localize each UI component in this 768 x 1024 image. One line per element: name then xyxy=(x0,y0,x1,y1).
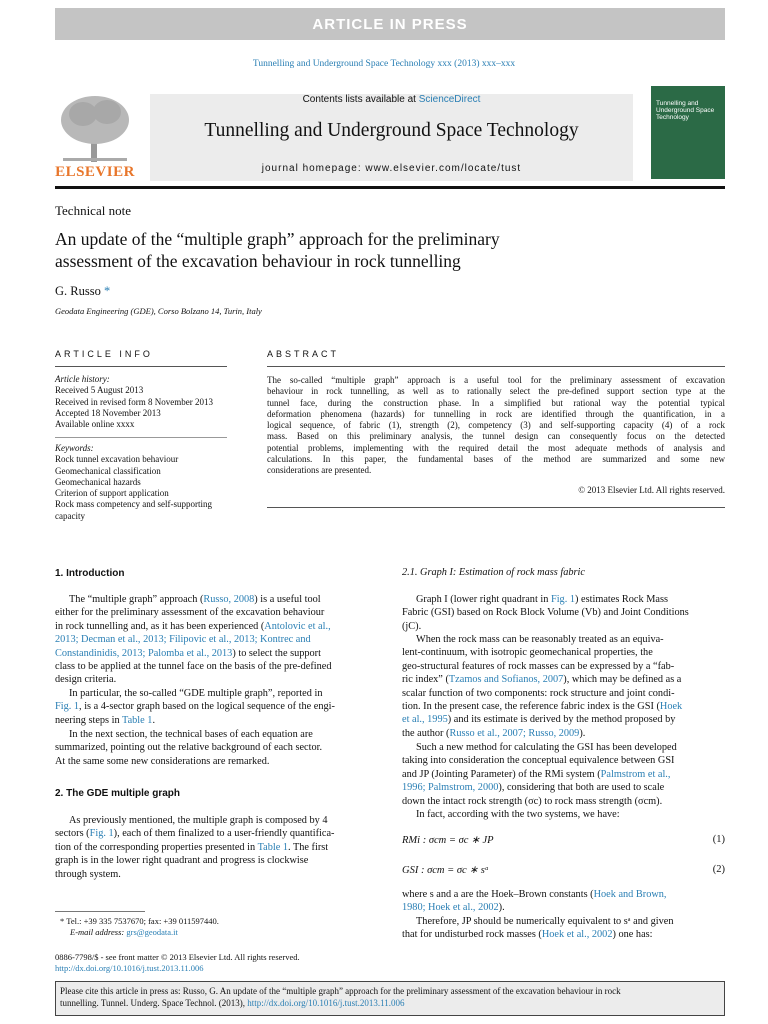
copyright: © 2013 Elsevier Ltd. All rights reserved. xyxy=(578,485,725,495)
graph1-paragraph-4: where s and a are the Hoek–Brown constants (Hoek and Brown, 1980; Hoek et al., 2002). Therefore, JP should be numerically equivalent to sᵃ and given that for undisturbed rock masses (Hoek et al., 2002) one has: xyxy=(402,889,674,941)
citation-doi-link[interactable]: http://dx.doi.org/10.1016/j.tust.2013.11.006 xyxy=(247,998,405,1008)
affiliation: Geodata Engineering (GDE), Corso Bolzano 14, Turin, Italy xyxy=(55,306,262,316)
abstract-body: The so-called “multiple graph” approach is a useful tool for the preliminary assessment of excavation behaviour in rock tunnelling, as well as to rationally select the pre-defined support section type at the tunnel face, during the construction phase. In a simplified but rational way the potential typical deformation phenomena (hazards) for tunnelling in rock are identified through the quantification, in a logical sequence, of fabric (1), strength (2), competency (3) and self-supporting capacity (4) of a rock mass. Based on this preliminary analysis, the tunnel design can consequently focus on the detected potential problems, implementing with the required detail the most adequate methods of analysis and calculations. In this paper, the fundamental bases of the method are summarized and some new xyxy=(267,375,725,465)
article-type: Technical note xyxy=(55,203,131,218)
gde-paragraph: As previously mentioned, the multiple graph is composed by 4 sectors (Fig. 1), each of them finalized to a user-friendly quantifica- tion of the corresponding properties presented in Table 1. The first graph is in the lower right quadrant and progress is clockwise through system. xyxy=(55,815,335,880)
author: G. Russo * xyxy=(55,284,111,298)
footnote-rule xyxy=(55,911,145,912)
keywords-rule xyxy=(55,437,227,438)
journal-homepage[interactable]: journal homepage: www.elsevier.com/locate/tust xyxy=(261,163,522,174)
header-rule xyxy=(55,186,725,189)
equation-1-number: (1) xyxy=(712,834,725,845)
citation-text: Please cite this article in press as: Russo, G. An update of the “multiple graph” approach for the preliminary assessment of the excavation behaviour in rock tunnelling. Tunnel. Underg. Space Technol. (2013), http://dx.doi.org/10.1016/j.tust.2013.11.006 xyxy=(60,986,621,1008)
abstract-rule xyxy=(267,366,725,367)
ref-constandinidis-palomba[interactable]: Constandinidis, 2013; Palomba et al., 2013 xyxy=(55,647,233,659)
intro-paragraph-3: In the next section, the technical bases of each equation are summarized, pointing out the relative background of each sector. At the same some new considerations are remarked. xyxy=(55,729,323,767)
article-info-heading: ARTICLE INFO xyxy=(55,349,153,359)
intro-paragraph-1: The “multiple graph” approach (Russo, 2008) is a useful tool either for the preliminary assessment of the excavation behaviour in rock tunnelling and, as it has been experienced (Antolovic et al., 2013; Decman et al., 2013; Filipovic et al., 2013; Kontrec and Constandinidis, 2013; Palomba et al., 2013) to select the support class to be applied at the tunnel face on the basis of the pre-defined design criteria. xyxy=(55,594,332,686)
fig1-link[interactable]: Fig. 1 xyxy=(55,701,80,713)
section-introduction-heading: 1. Introduction xyxy=(55,568,125,579)
fig1-link-3[interactable]: Fig. 1 xyxy=(550,594,576,605)
doi-link[interactable]: http://dx.doi.org/10.1016/j.tust.2013.11.006 xyxy=(55,963,204,974)
ref-hoek-2002[interactable]: 1980; Hoek et al., 2002 xyxy=(402,902,499,914)
article-info-rule xyxy=(55,366,227,367)
article-history: Article history: Received 5 August 2013 Received in revised form 8 November 2013 Accepted 18 November 2013 Available online xxxx xyxy=(55,374,213,430)
author-footnote-mark[interactable]: * xyxy=(103,284,111,298)
fig1-link-2[interactable]: Fig. 1 xyxy=(89,828,114,840)
journal-title: Tunnelling and Underground Space Technology xyxy=(204,120,579,141)
equation-2-number: (2) xyxy=(712,864,725,875)
graph1-paragraph-1: Graph I (lower right quadrant in Fig. 1) estimates Rock Mass Fabric (GSI) based on Rock Block Volume (Vb) and Joint Conditions (jC). xyxy=(402,594,689,632)
ref-antolovic[interactable]: Antolovic et al., xyxy=(264,620,331,632)
publisher-name: ELSEVIER xyxy=(55,164,135,180)
ref-hoek-brown-1980[interactable]: Hoek and Brown, xyxy=(593,889,667,900)
ref-hoek-2002-b[interactable]: Hoek et al., 2002 xyxy=(541,929,613,941)
ref-hoek-1995a[interactable]: Hoek xyxy=(659,701,683,713)
abstract-heading: ABSTRACT xyxy=(267,349,340,359)
table1-link-2[interactable]: Table 1 xyxy=(257,841,289,853)
abstract-last-line: considerations are presented. xyxy=(267,465,372,475)
ref-hoek-1995b[interactable]: et al., 1995 xyxy=(402,714,448,726)
keywords: Keywords: Rock tunnel excavation behaviour Geomechanical classification Geomechanical hazards Criterion of support application Rock mass competency and self-supporting capacity xyxy=(55,443,212,521)
graph1-paragraph-3: Such a new method for calculating the GSI has been developed taking into consideration the conceptual equivalence between GSI and JP (Jointing Parameter) of the RMi system (Palmstrom et al., 1996; Palmstrom, 2000), considering that both are used to scale down the intact rock strength (σc) to rock mass strength (σcm). In fact, according with the two systems, we have: xyxy=(402,742,677,821)
ref-russo-2007-2009[interactable]: Russo et al., 2007; Russo, 2009 xyxy=(449,727,580,739)
ref-tzamos[interactable]: Tzamos and Sofianos, 2007 xyxy=(448,674,564,686)
abstract-bottom-rule xyxy=(267,507,725,508)
ref-palmstrom-1996[interactable]: Palmstrom et al., xyxy=(600,768,671,780)
footnote: * Tel.: +39 335 7537670; fax: +39 011597440. E-mail address: grs@geodata.it xyxy=(60,916,219,938)
article-in-press-banner: ARTICLE IN PRESS xyxy=(55,8,725,40)
section-gde-heading: 2. The GDE multiple graph xyxy=(55,788,181,799)
cover-title: Tunnelling and Underground Space Technology xyxy=(656,100,715,121)
graph1-paragraph-2: When the rock mass can be reasonably treated as an equiva- lent-continuum, with isotropic geomechanical properties, the geo-structural features of rock masses can be expressed by a “fab- ric index” (Tzamos and Sofianos, 2007), which may be defined as a scalar function of two components: rock structure and joint condi- tion. In the present case, the reference fabric index is the GSI (Hoek et al., 1995) and its estimate is derived by the method proposed by the author (Russo et al., 2007; Russo, 2009). xyxy=(402,634,683,739)
table1-link[interactable]: Table 1 xyxy=(122,714,153,726)
author-email-link[interactable]: grs@geodata.it xyxy=(126,927,178,938)
journal-reference[interactable]: Tunnelling and Underground Space Technology xxx (2013) xxx–xxx xyxy=(252,59,516,69)
ref-russo-2008[interactable]: Russo, 2008 xyxy=(203,594,255,605)
ref-palmstrom-2000[interactable]: 1996; Palmstrom, 2000 xyxy=(402,782,499,794)
ref-decman-filipovic-kontrec[interactable]: 2013; Decman et al., 2013; Filipovic et al., 2013; Kontrec and xyxy=(55,634,311,646)
intro-paragraph-2: In particular, the so-called “GDE multiple graph”, reported in Fig. 1, is a 4-sector graph based on the logical sequence of the engi- neering steps in Table 1. xyxy=(55,688,335,726)
article-title: An update of the “multiple graph” approach for the preliminary assessment of the excavation behaviour in rock tunnelling xyxy=(55,229,500,271)
equation-1: RMi : σcm = σc ∗ JP xyxy=(402,835,494,846)
contents-line: Contents lists available at ScienceDirect xyxy=(302,94,481,105)
sciencedirect-link[interactable]: ScienceDirect xyxy=(418,94,481,105)
equation-2: GSI : σcm = σc ∗ sᵃ xyxy=(402,865,489,876)
subsection-2-1-heading: 2.1. Graph I: Estimation of rock mass fabric xyxy=(402,567,585,578)
issn-doi: 0886-7798/$ - see front matter © 2013 Elsevier Ltd. All rights reserved. http://dx.doi.org/10.1016/j.tust.2013.11.006 xyxy=(55,952,385,975)
